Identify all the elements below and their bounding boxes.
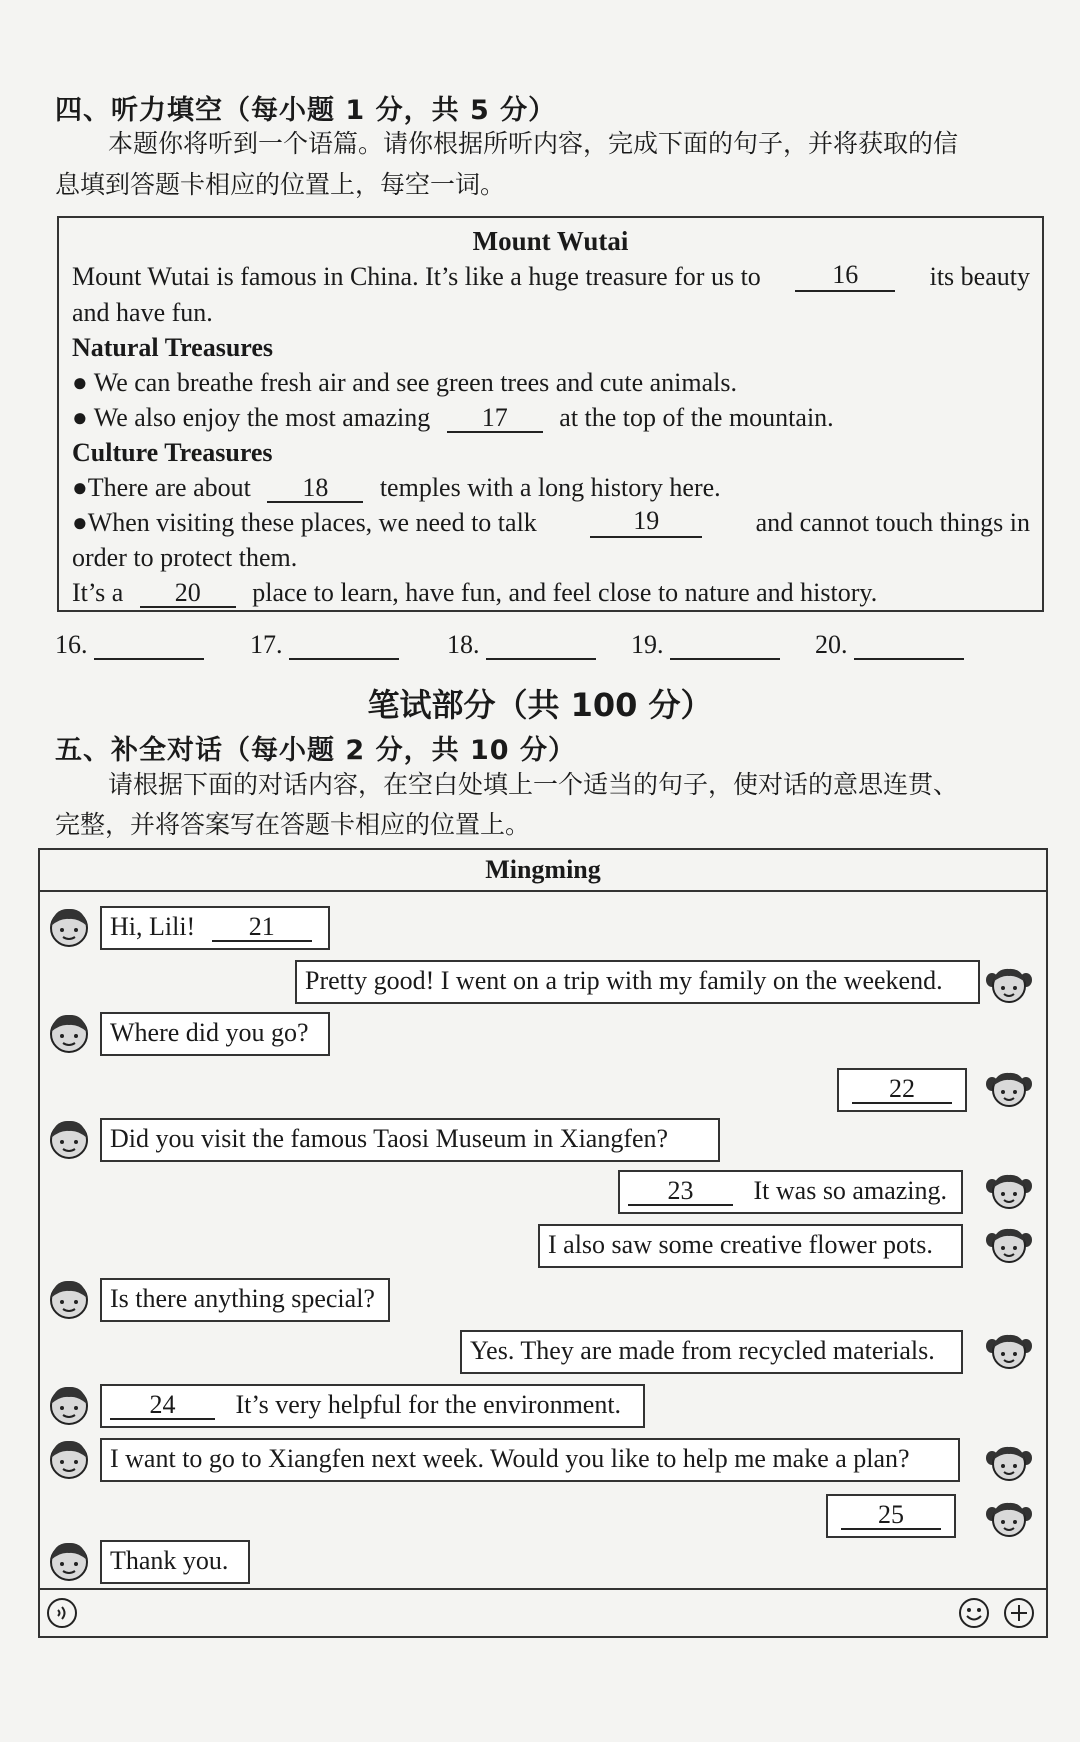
chat-bubble-lili [826, 1494, 956, 1538]
blank-24: 24 [110, 1392, 215, 1420]
blank-21: 21 [212, 914, 312, 942]
bubble-text: Hi, Lili! [110, 912, 196, 941]
chat-bubble-mingming: Did you visit the famous Taosi Museum in Xiangfen? [100, 1118, 720, 1162]
chat-header: Mingming [40, 850, 1046, 892]
section-4-instruction-line1: 本题你将听到一个语篇。请你根据所听内容，完成下面的句子，并将获取的信 [108, 129, 959, 158]
bullet-3 [72, 473, 1030, 503]
passage-text: place to learn, have fun, and feel close to nature and history. [252, 578, 878, 607]
passage-box [57, 216, 1044, 612]
chat-bubble-lili: I also saw some creative flower pots. [538, 1224, 963, 1268]
girl-avatar-icon [986, 964, 1032, 1006]
passage-text: and cannot touch things in [755, 508, 1030, 537]
passage-text: temples with a long history here. [379, 473, 721, 502]
chat-bubble-lili: Yes. They are made from recycled materials. [460, 1330, 963, 1374]
plus-icon[interactable] [1003, 1597, 1035, 1629]
boy-avatar-icon [46, 906, 92, 948]
heading-culture-treasures: Culture Treasures [72, 438, 273, 467]
bullet-2 [72, 403, 1030, 433]
blank-17: 17 [447, 405, 543, 433]
girl-avatar-icon [986, 1442, 1032, 1484]
passage-title: Mount Wutai [472, 226, 629, 256]
chat-bubble-mingming: Thank you. [100, 1540, 250, 1584]
section-4-title: 四、听力填空（每小题 1 分，共 5 分） [55, 95, 557, 126]
answer-20[interactable]: 20. [815, 630, 964, 660]
passage-last-line [72, 578, 1030, 608]
voice-icon[interactable] [46, 1597, 78, 1629]
chat-bubble-mingming: I want to go to Xiangfen next week. Would you like to help me make a plan? [100, 1438, 960, 1482]
girl-avatar-icon [986, 1068, 1032, 1110]
passage-line-2: and have fun. [72, 298, 213, 327]
blank-23: 23 [628, 1178, 733, 1206]
bullet-1: ● We can breathe fresh air and see green trees and cute animals. [72, 368, 737, 397]
passage-text: ●There are about [72, 473, 251, 502]
answer-19[interactable]: 19. [631, 630, 780, 660]
girl-avatar-icon [986, 1498, 1032, 1540]
passage-text: Mount Wutai is famous in China. It’s like a huge treasure for us to [72, 262, 761, 291]
emoji-icon[interactable] [958, 1597, 990, 1629]
boy-avatar-icon [46, 1384, 92, 1426]
passage-text: It’s a [72, 578, 124, 607]
chat-input-bar [40, 1588, 1046, 1636]
passage-text: ●When visiting these places, we need to talk [72, 508, 537, 537]
answer-16[interactable]: 16. [55, 630, 204, 660]
bullet-4-cont: order to protect them. [72, 543, 298, 572]
boy-avatar-icon [46, 1012, 92, 1054]
passage-text: its beauty [929, 262, 1030, 291]
bullet-4 [72, 508, 1030, 538]
section-5-title: 五、补全对话（每小题 2 分，共 10 分） [55, 735, 576, 766]
blank-25: 25 [841, 1502, 941, 1530]
passage-text: at the top of the mountain. [559, 403, 834, 432]
girl-avatar-icon [986, 1224, 1032, 1266]
boy-avatar-icon [46, 1438, 92, 1480]
blank-16: 16 [795, 262, 895, 292]
girl-avatar-icon [986, 1170, 1032, 1212]
chat-bubble-lili: Pretty good! I went on a trip with my family on the weekend. [295, 960, 980, 1004]
heading-natural-treasures: Natural Treasures [72, 333, 274, 362]
answer-17[interactable]: 17. [250, 630, 399, 660]
blank-20: 20 [140, 580, 236, 608]
chat-bubble-mingming [100, 906, 330, 950]
bubble-text: It’s very helpful for the environment. [235, 1390, 622, 1419]
bubble-text: It was so amazing. [753, 1176, 948, 1205]
blank-22: 22 [852, 1076, 952, 1104]
boy-avatar-icon [46, 1540, 92, 1582]
written-part-title: 笔试部分（共 100 分） [367, 686, 713, 724]
passage-text: ● We also enjoy the most amazing [72, 403, 431, 432]
passage-line-1 [72, 262, 1030, 292]
section-5-instruction-line2: 完整，并将答案写在答题卡相应的位置上。 [55, 810, 531, 839]
chat-bubble-lili [618, 1170, 963, 1214]
girl-avatar-icon [986, 1330, 1032, 1372]
section-5-instruction-line1: 请根据下面的对话内容，在空白处填上一个适当的句子，使对话的意思连贯、 [108, 770, 959, 799]
chat-bubble-mingming [100, 1384, 645, 1428]
chat-bubble-mingming: Where did you go? [100, 1012, 330, 1056]
boy-avatar-icon [46, 1118, 92, 1160]
chat-window [38, 848, 1048, 1638]
section-4-instruction-line2: 息填到答题卡相应的位置上，每空一词。 [55, 170, 506, 199]
answer-18[interactable]: 18. [447, 630, 596, 660]
boy-avatar-icon [46, 1278, 92, 1320]
chat-bubble-lili [837, 1068, 967, 1112]
blank-19: 19 [590, 508, 702, 538]
blank-18: 18 [267, 475, 363, 503]
chat-bubble-mingming: Is there anything special? [100, 1278, 390, 1322]
